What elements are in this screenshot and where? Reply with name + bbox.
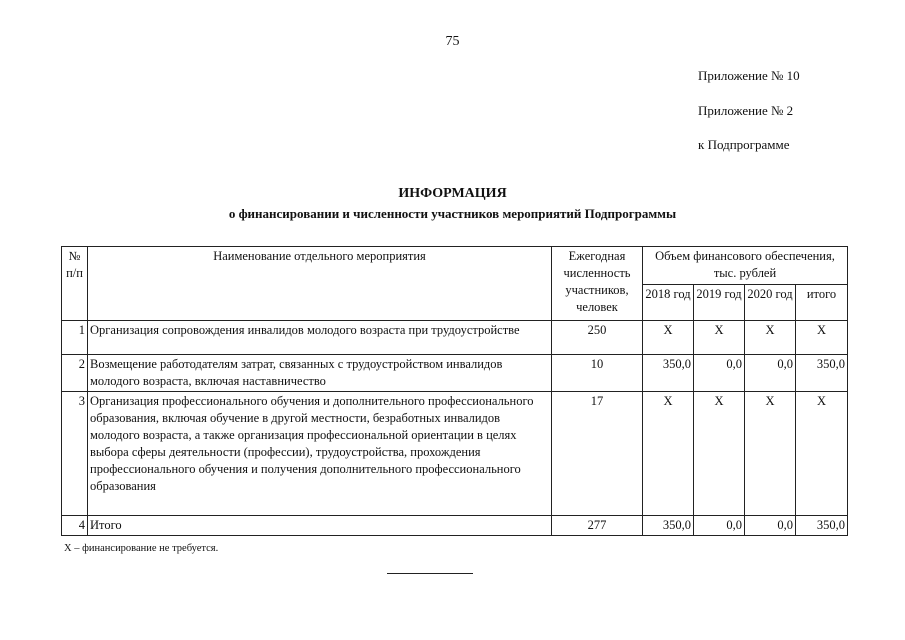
- header-2018: 2018 год: [643, 285, 694, 321]
- table-row: [62, 321, 848, 355]
- row-2020: 0,0: [745, 355, 796, 392]
- row-2019: 0,0: [694, 516, 745, 536]
- row-total: X: [796, 321, 848, 355]
- header-funding: Объем финансового обеспечения, тыс. рублей: [643, 247, 848, 285]
- row-2019: X: [694, 321, 745, 355]
- row-2020: 0,0: [745, 516, 796, 536]
- row-name: Организация сопровождения инвалидов молодого возраста при трудоустройстве: [88, 321, 552, 355]
- document-title: ИНФОРМАЦИЯ: [398, 186, 507, 201]
- row-participants: 10: [552, 355, 643, 392]
- funding-table: [61, 246, 848, 536]
- appendix-line-3: к Подпрограмме: [698, 137, 790, 152]
- table-row: [62, 392, 848, 516]
- row-num: 4: [62, 516, 88, 536]
- document-subtitle: о финансировании и численности участников мероприятий Подпрограммы: [228, 206, 677, 221]
- row-2018: X: [643, 392, 694, 516]
- header-2019: 2019 год: [694, 285, 745, 321]
- row-total: X: [796, 392, 848, 516]
- row-num: 2: [62, 355, 88, 392]
- row-2019: X: [694, 392, 745, 516]
- row-participants: 250: [552, 321, 643, 355]
- table-row: [62, 355, 848, 392]
- appendix-line-2: Приложение № 2: [698, 103, 794, 118]
- header-name: Наименование отдельного мероприятия: [88, 247, 552, 321]
- row-total: 350,0: [796, 516, 848, 536]
- row-num: 1: [62, 321, 88, 355]
- row-total: 350,0: [796, 355, 848, 392]
- row-name: Организация профессионального обучения и дополнительного профессионального образования, включая обучение в другой местности, безработных инвалидов молодого возраста, а также организация профессиональной ориентации в целях выбора сферы деятельности (профессии), трудоустройства, прохождения профессионального обучения и получения дополнительного профессионального образования: [88, 392, 552, 516]
- row-2020: X: [745, 321, 796, 355]
- row-2020: X: [745, 392, 796, 516]
- row-num: 3: [62, 392, 88, 516]
- row-2019: 0,0: [694, 355, 745, 392]
- row-participants: 277: [552, 516, 643, 536]
- header-participants: Ежегодная численность участников, человек: [552, 247, 643, 321]
- appendix-line-1: Приложение № 10: [698, 68, 800, 83]
- header-2020: 2020 год: [745, 285, 796, 321]
- footnote: X – финансирование не требуется.: [64, 543, 219, 554]
- page-number: 75: [445, 34, 460, 49]
- row-name: Итого: [88, 516, 552, 536]
- header-num: № п/п: [62, 247, 88, 321]
- row-name: Возмещение работодателям затрат, связанных с трудоустройством инвалидов молодого возраста, включая наставничество: [88, 355, 552, 392]
- header-total: итого: [796, 285, 848, 321]
- table-row-total: [62, 516, 848, 536]
- row-participants: 17: [552, 392, 643, 516]
- row-2018: X: [643, 321, 694, 355]
- row-2018: 350,0: [643, 516, 694, 536]
- row-2018: 350,0: [643, 355, 694, 392]
- divider-line: [387, 573, 473, 574]
